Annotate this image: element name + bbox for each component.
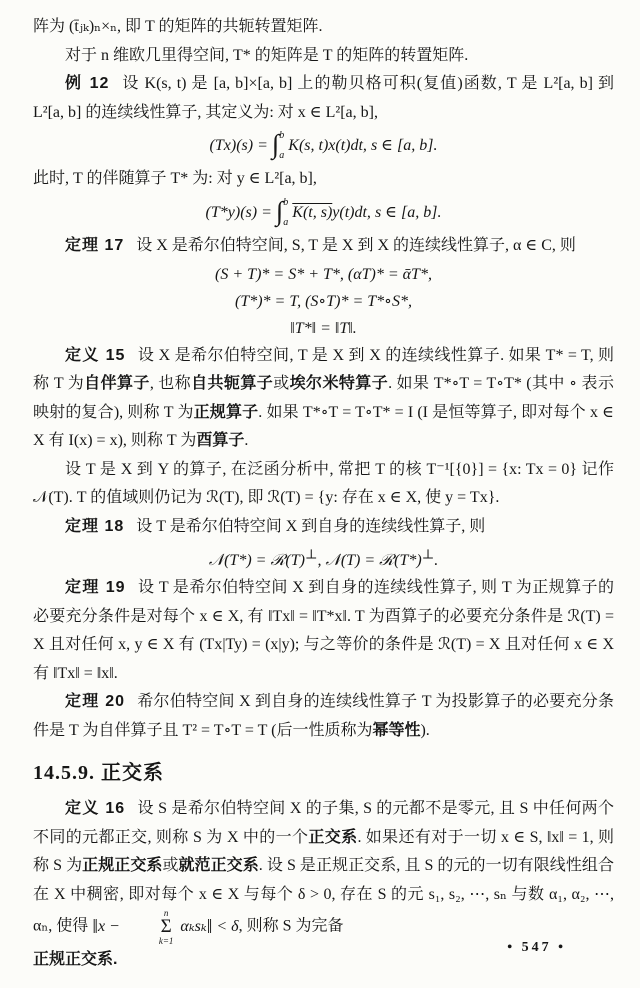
text-block <box>33 13 614 974</box>
body-text: . 如果 T*∘T = T∘T* (其中 ∘ 表示映射的复合), 则称 T 为 <box>33 375 614 421</box>
math-expression: (S + T)* = S* + T*, (αT)* = ᾱT*, <box>215 265 432 283</box>
formula-lhs: (Tx)(s) = <box>209 137 272 154</box>
formula-part: x − <box>97 918 124 936</box>
integrand: y(t)dt, <box>332 203 371 221</box>
body-text: 或 <box>273 375 290 393</box>
formula-tail: s ∈ [a, b]. <box>366 137 438 154</box>
equation-part: . <box>434 552 439 570</box>
body-text: ). <box>420 721 430 739</box>
body-text: 设 T 是 X 到 Y 的算子, 在泛函分析中, 常把 T 的核 T⁻¹[{0}] = {x: Tx = 0} 记作 𝒩(T). T 的值域则仍记为 ℛ(T), 即 ℛ(T) = {y: 存在 x ∈ X, 使 y = Tx}. <box>33 460 614 507</box>
body-text: . 如果还有对于一切 x ∈ S, ‖x‖ = 1, 则称 S 为 <box>33 828 614 875</box>
term-orthonormal-system: 正规正交系 <box>82 857 163 875</box>
definition-15-paragraph <box>33 342 614 456</box>
body-text: . <box>244 432 249 450</box>
equation-part: , 𝒩(T) = ℛ(T*) <box>317 552 422 570</box>
theorem-20-paragraph <box>33 688 614 745</box>
formula-part: < δ <box>212 918 239 936</box>
integral-sign: ∫ <box>275 196 284 227</box>
term-hermitian-operator: 埃尔米特算子 <box>289 375 389 393</box>
math-expression <box>205 196 442 229</box>
theorem-18-paragraph <box>33 513 614 542</box>
definition-15-label: 定义 15 <box>65 346 126 364</box>
formula-part: αₖsₖ <box>176 918 207 936</box>
term-normalized-orthogonal-system: 就范正交系 <box>178 857 259 875</box>
body-text: , 则称 S 为完备 <box>238 918 344 936</box>
theorem-17-paragraph <box>33 232 614 261</box>
sum-upper-limit: n <box>163 908 169 919</box>
term-self-conjugate-operator: 自共轭算子 <box>191 375 274 393</box>
inline-sum-formula <box>92 908 239 946</box>
paragraph-kernel-range <box>33 456 614 513</box>
integral-sign: ∫ <box>271 129 280 160</box>
sum-lower-limit: k=1 <box>158 935 174 946</box>
paragraph-conjugate-transpose <box>33 13 614 42</box>
integral-bounds <box>283 198 288 228</box>
body-text: 希尔伯特空间 X 到自身的连续线性算子 T 为投影算子的必要充分条件是 T 为自伴算子且 T² = T∘T = T (后一性质称为 <box>33 693 614 739</box>
integral-upper-bound: b <box>283 197 289 209</box>
theorem-20-label: 定理 20 <box>65 693 126 711</box>
integral-lower-bound: a <box>283 217 289 229</box>
body-text: 设 X 是希尔伯特空间, S, T 是 X 到 X 的连续线性算子, α ∈ C, 则 <box>136 237 576 255</box>
body-text: 设 S 是希尔伯特空间 X 的子集, S 的元都不是零元, 且 S 中任何两个不同的元都正交, 则称 S 为 X 中的一个 <box>33 800 614 846</box>
definition-16-paragraph <box>33 795 614 945</box>
term-unitary-operator: 酉算子 <box>196 432 245 450</box>
norm-bar: ‖ <box>206 916 213 939</box>
integral-lower-bound: a <box>279 150 285 162</box>
body-text: 阵为 (t̄ⱼₖ)ₙ×ₙ, 即 T 的矩阵的共轭转置矩阵. <box>33 18 323 35</box>
perp-superscript: ⊥ <box>304 547 318 563</box>
integral-upper-bound: b <box>279 130 285 142</box>
equation-18 <box>33 541 614 574</box>
body-text: 设 K(s, t) 是 [a, b]×[a, b] 上的勒贝格可积(复值)函数, T 是 L²[a, b] 到 L²[a, b] 的连续线性算子, 其定义为: 对 x ∈ L²[a, b], <box>33 75 614 121</box>
body-text: 设 T 是希尔伯特空间 X 到自身的连续线性算子, 则 T 为正规算子的必要充分条件是对每个 x ∈ X, 有 ‖Tx‖ = ‖T*x‖. T 为酉算子的必要充分条件是 ℛ(T) = X 且对任何 x, y ∈ X 有 (Tx|Ty) = (x|y); 与之等价的条件是 ℛ(T) = X 且对任何 x ∈ X 有 ‖Tx‖ = ‖x‖. <box>33 579 614 682</box>
paragraph-adjoint-operator <box>33 165 614 194</box>
theorem-17-label: 定理 17 <box>65 237 125 255</box>
body-text: 或 <box>162 857 179 875</box>
section-heading-orthogonal-systems: 14.5.9. 正交系 <box>33 762 164 785</box>
example-12-paragraph <box>33 70 614 127</box>
math-expression <box>209 129 438 162</box>
definition-16-label: 定义 16 <box>65 800 126 818</box>
term-normal-operator: 正规算子 <box>193 403 259 421</box>
conjugate-kernel: K(t, s) <box>292 203 333 221</box>
perp-superscript: ⊥ <box>421 547 435 563</box>
body-text: . 设 S 是正规正交系, 且 S 的元的一切有限线性组合在 X 中稠密, 即对每个 x ∈ X 与每个 δ > 0, 存在 S 的元 s₁, s₂, ⋯, sₙ 与数 α₁, α₂, ⋯, αₙ, 使得 <box>33 857 614 936</box>
integrand: K(s, t)x(t)dt, <box>288 137 367 154</box>
norm-bar: ‖ <box>92 916 98 939</box>
theorem-18-label: 定理 18 <box>65 517 125 535</box>
math-expression <box>208 547 439 570</box>
formula-tail: s ∈ [a, b]. <box>370 203 442 221</box>
body-text: 对于 n 维欧几里得空间, T* 的矩阵是 T 的矩阵的转置矩阵. <box>65 46 469 64</box>
paragraph-euclidean-space <box>33 42 614 71</box>
body-text: 设 X 是希尔伯特空间, T 是 X 到 X 的连续线性算子. 如果 T* = T, 则称 T 为 <box>33 346 614 393</box>
page-number: • 547 • <box>507 940 566 955</box>
term-idempotency: 幂等性 <box>372 721 421 739</box>
equation-17c <box>33 315 614 342</box>
body-text: 正规正交系. <box>33 950 118 968</box>
math-expression: (T*)* = T, (S∘T)* = T*∘S*, <box>235 292 412 310</box>
formula-T-star-y-integral <box>33 196 614 230</box>
equation-17b <box>33 288 614 315</box>
body-text: 此时, T 的伴随算子 T* 为: 对 y ∈ L²[a, b], <box>33 170 317 188</box>
body-text: 设 T 是希尔伯特空间 X 到自身的连续线性算子, 则 <box>136 517 486 535</box>
integral-bounds <box>279 131 284 161</box>
theorem-19-label: 定理 19 <box>65 579 126 597</box>
formula-lhs: (T*y)(s) = <box>205 203 276 221</box>
formula-Tx-integral <box>33 129 614 163</box>
term-orthogonal-system: 正交系 <box>308 828 358 846</box>
theorem-19-paragraph <box>33 574 614 688</box>
sigma-sign: Σ <box>160 916 172 938</box>
math-expression: ‖T*‖ = ‖T‖. <box>290 319 357 337</box>
equation-part: 𝒩(T*) = ℛ(T) <box>208 552 305 570</box>
summation <box>127 909 174 945</box>
body-text: . 如果 T*∘T = T∘T* = I (I 是恒等算子, 即对每个 x ∈ X 有 I(x) = x), 则称 T 为 <box>33 403 614 450</box>
example-12-label: 例 12 <box>65 75 110 92</box>
body-text: , 也称 <box>149 375 192 393</box>
equation-17a <box>33 261 614 288</box>
term-self-adjoint-operator: 自伴算子 <box>84 375 150 393</box>
